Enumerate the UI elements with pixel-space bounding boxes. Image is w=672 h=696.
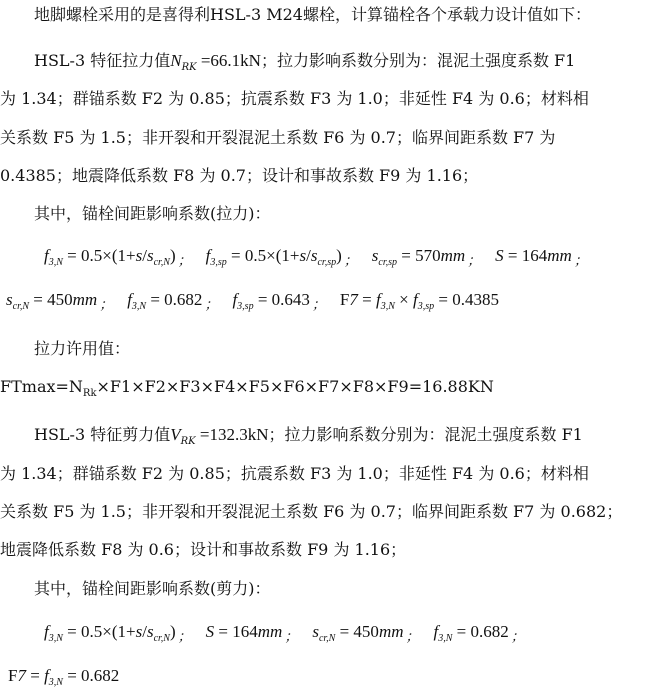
tension-allow-heading: 拉力许用值： [34, 339, 131, 358]
tension-value-sub: RK [181, 62, 197, 73]
shear-line-3: 关系数 F5 为 1.5；非开裂和开裂混泥土系数 F6 为 0.7；临界间距系数 F7 为 0.682； [0, 502, 623, 521]
ftmax-b: ×F1×F2×F3×F4×F5×F6×F7×F8×F9=16.88KN [96, 377, 494, 396]
formula-f3sp: $f_{3,sp} = 0.5\times(1+s/s_{cr,sp})$ [205, 246, 342, 268]
tension-value-symbol: N [170, 51, 182, 70]
shear-formula-f3n: $f_{3,N} = 0.5\times(1+s/s_{cr,N})$ [44, 622, 176, 644]
shear-line-2: 为 1.34；群锚系数 F2 为 0.85；抗震系数 F3 为 1.0；非延性 F4 为 0.6；材料相 [0, 464, 589, 483]
formula-f7: $F7 = f_{3,N} \times f_{3,sp} = 0.4385$ [339, 290, 499, 312]
formula-f3n-value: $f_{3,N} = 0.682$ [127, 290, 203, 312]
shear-value: =132.3kN [195, 425, 269, 444]
ftmax-sub: Rk [82, 388, 97, 399]
shear-formula-f7: $F7 = f_{3,N} = 0.682$ [8, 666, 120, 688]
formula-f3n: $f_{3,N} = 0.5\times(1+s/s_{cr,N})$ [44, 246, 176, 268]
shear-formula-line-1: $f_{3,N} = 0.5\times(1+s/s_{cr,N})$ ； S = 164mm ； $s_{cr,N} = 450mm$ ； $f_{3,N} = 0.682$ ； [44, 622, 525, 645]
formula-scr-sp: $s_{cr,sp} = 570mm$ [371, 246, 466, 268]
tension-formula-line-1: $f_{3,N} = 0.5\times(1+s/s_{cr,N})$ ； $f_{3,sp} = 0.5\times(1+s/s_{cr,sp})$ ； $s_{cr,sp} = 570mm$ ； S = 164mm ； [44, 246, 588, 269]
ftmax-line [0, 377, 494, 404]
tension-value: =66.1kN [196, 51, 261, 70]
formula-scr-n: $s_{cr,N} = 450mm$ [6, 290, 98, 312]
tension-title-prefix: HSL-3 特征拉力值 [34, 51, 171, 70]
tension-line-4: 0.4385；地震降低系数 F8 为 0.7；设计和事故系数 F9 为 1.16； [0, 166, 479, 185]
formula-f3sp-value: $f_{3,sp} = 0.643$ [232, 290, 310, 312]
shear-formula-s: S = 164mm [205, 622, 283, 641]
formula-s: S = 164mm [495, 246, 572, 265]
tension-spacing-heading: 其中，锚栓间距影响系数(拉力)： [34, 204, 271, 223]
shear-title-prefix: HSL-3 特征剪力值 [34, 425, 171, 444]
tension-line-2: 为 1.34；群锚系数 F2 为 0.85；抗震系数 F3 为 1.0；非延性 F4 为 0.6；材料相 [0, 89, 589, 108]
shear-title-line [34, 425, 583, 452]
shear-line-4: 地震降低系数 F8 为 0.6；设计和事故系数 F9 为 1.16； [0, 540, 407, 559]
tension-title-line [34, 51, 575, 78]
shear-value-symbol: V [170, 425, 181, 444]
shear-value-sub: RK [180, 436, 196, 447]
shear-formula-f3n-value: $f_{3,N} = 0.682$ [433, 622, 509, 644]
shear-spacing-heading: 其中，锚栓间距影响系数(剪力)： [34, 579, 271, 598]
shear-formula-scr-n: $s_{cr,N} = 450mm$ [312, 622, 404, 644]
ftmax-a: FTmax=N [0, 377, 83, 396]
intro-text: 地脚螺栓采用的是喜得利HSL-3 M24螺栓，计算锚栓各个承载力设计值如下： [34, 5, 591, 24]
tension-line-3: 关系数 F5 为 1.5；非开裂和开裂混泥土系数 F6 为 0.7；临界间距系数 F7 为 [0, 128, 556, 147]
shear-title-suffix: ；拉力影响系数分别为：混泥土强度系数 F1 [268, 425, 583, 444]
tension-title-suffix: ；拉力影响系数分别为：混泥土强度系数 F1 [260, 51, 576, 70]
tension-formula-line-2: $s_{cr,N} = 450mm$ ； $f_{3,N} = 0.682$ ； $f_{3,sp} = 0.643$ ； $F7 = f_{3,N} \times f_{3,sp} = 0.4385$ [6, 290, 499, 313]
